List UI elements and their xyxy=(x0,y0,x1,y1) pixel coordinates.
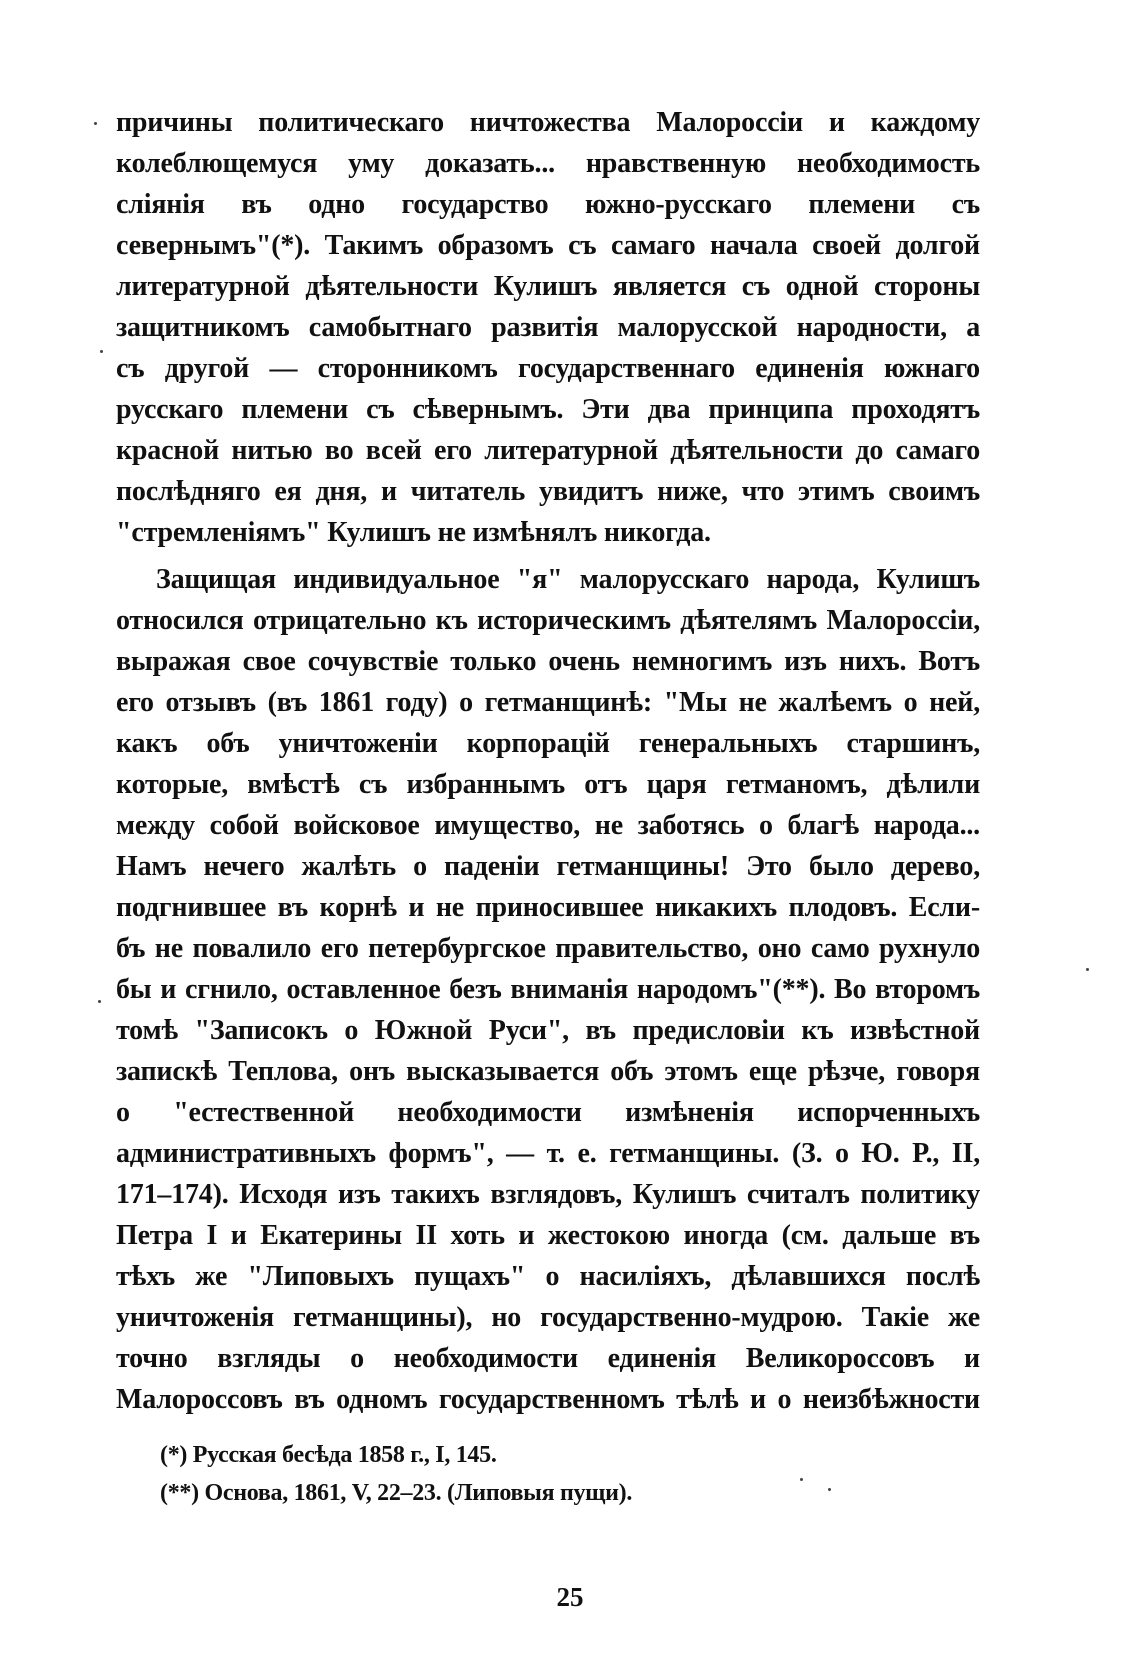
text-line: бы и сгнило, оставленное безъ вниманія народомъ"(**). Во второмъ xyxy=(116,974,980,1005)
text-line: бъ не повалило его петербургское правительство, оно само рухнуло xyxy=(116,933,980,964)
text-line: 171–174). Исходя изъ такихъ взглядовъ, Кулишъ считалъ политику xyxy=(116,1179,980,1210)
scan-speck xyxy=(800,1478,803,1481)
text-line: между собой войсковое имущество, не заботясь о благѣ народа... xyxy=(116,810,980,841)
text-line: уничтоженія гетманщины), но государственно-мудрою. Такіе же xyxy=(116,1302,980,1333)
text-line: запискѣ Теплова, онъ высказывается объ этомъ еще рѣзче, говоря xyxy=(116,1056,980,1087)
text-line: относился отрицательно къ историческимъ дѣятелямъ Малороссіи, xyxy=(116,605,980,636)
text-line: подгнившее въ корнѣ и не приносившее никакихъ плодовъ. Если- xyxy=(116,892,980,923)
scan-speck xyxy=(100,350,103,353)
text-line: тѣхъ же "Липовыхъ пущахъ" о насиліяхъ, дѣлавшихся послѣ xyxy=(116,1261,980,1292)
body-text xyxy=(116,102,980,1420)
text-line: томѣ "Записокъ о Южной Руси", въ предисловіи къ извѣстной xyxy=(116,1015,980,1046)
text-line: русскаго племени съ сѣвернымъ. Эти два принципа проходятъ xyxy=(116,394,980,425)
text-line: точно взгляды о необходимости единенія Великороссовъ и xyxy=(116,1343,980,1374)
text-line: "стремленіямъ" Кулишъ не измѣнялъ никогда. xyxy=(116,517,711,548)
text-line: защитникомъ самобытнаго развитія малорусской народности, а xyxy=(116,312,980,343)
text-line: административныхъ формъ", — т. е. гетманщины. (З. о Ю. Р., II, xyxy=(116,1138,980,1169)
text-line: о "естественной необходимости измѣненія испорченныхъ xyxy=(116,1097,980,1128)
text-line: которые, вмѣстѣ съ избраннымъ отъ царя гетманомъ, дѣлили xyxy=(116,769,980,800)
footnote: (**) Основа, 1861, V, 22–23. (Липовыя пущи). xyxy=(160,1480,633,1506)
text-line: Петра I и Екатерины II хоть и жестокою иногда (см. дальше въ xyxy=(116,1220,980,1251)
text-line: слiянія въ одно государство южно-русскаго племени съ xyxy=(116,189,980,220)
text-line: Малороссовъ въ одномъ государственномъ тѣлѣ и о неизбѣжности xyxy=(116,1384,980,1415)
text-line: Защищая индивидуальное "я" малорусскаго народа, Кулишъ xyxy=(156,564,980,595)
text-line: Намъ нечего жалѣть о паденіи гетманщины! Это было дерево, xyxy=(116,851,980,882)
page-number: 25 xyxy=(556,1582,584,1612)
text-line: послѣдняго ея дня, и читатель увидитъ ниже, что этимъ своимъ xyxy=(116,476,980,507)
text-line: съ другой — сторонникомъ государственнаго единенія южнаго xyxy=(116,353,980,384)
text-line: литературной дѣятельности Кулишъ является съ одной стороны xyxy=(116,271,980,302)
text-line: причины политическаго ничтожества Малороссіи и каждому xyxy=(116,107,980,138)
text-line: какъ объ уничтоженіи корпорацій генеральныхъ старшинъ, xyxy=(116,728,980,759)
text-line: его отзывъ (въ 1861 году) о гетманщинѣ: "Мы не жалѣемъ о ней, xyxy=(116,687,980,718)
scan-speck xyxy=(94,122,97,125)
text-line: севернымъ"(*). Такимъ образомъ съ самаго начала своей долгой xyxy=(116,230,980,261)
scan-speck xyxy=(98,1000,101,1003)
text-line: выражая свое сочувствіе только очень немногимъ изъ нихъ. Вотъ xyxy=(116,646,980,677)
footnotes xyxy=(160,1436,980,1512)
scan-speck xyxy=(1086,968,1089,971)
footnote: (*) Русская бесѣда 1858 г., I, 145. xyxy=(160,1442,497,1468)
text-line: красной нитью во всей его литературной дѣятельности до самаго xyxy=(116,435,980,466)
scan-speck xyxy=(828,1488,831,1491)
text-line: колеблющемуся уму доказать... нравственную необходимость xyxy=(116,148,980,179)
